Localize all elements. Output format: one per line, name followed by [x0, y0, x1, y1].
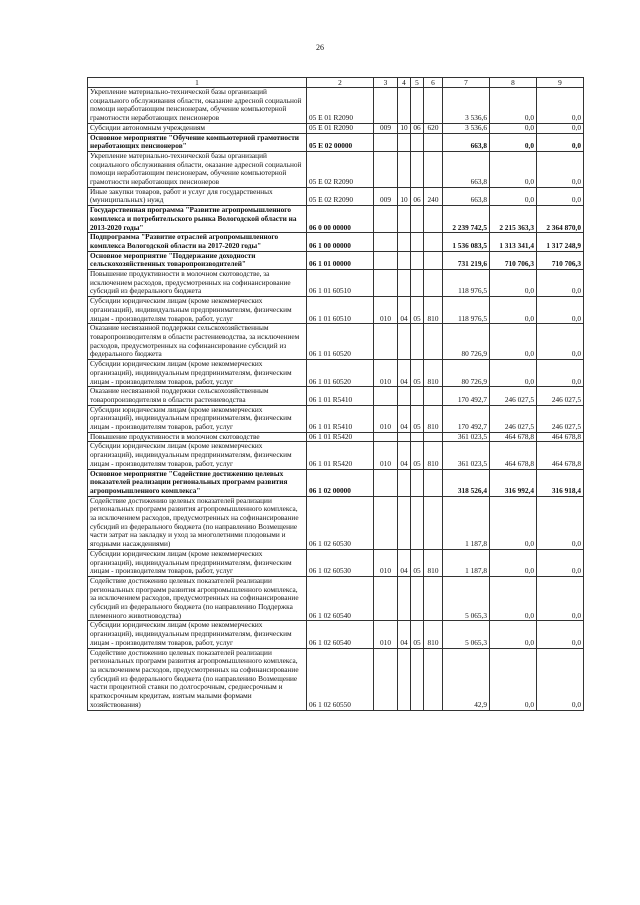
row-section: [398, 324, 411, 360]
row-code: 06 1 01 00000: [307, 251, 374, 269]
row-admin: [374, 324, 398, 360]
table-row: [88, 621, 584, 648]
row-value-3: 0,0: [537, 576, 584, 621]
header-cell: 5: [411, 78, 424, 88]
row-value-3: 0,0: [537, 360, 584, 387]
table-row: [88, 206, 584, 233]
row-section: [398, 88, 411, 124]
row-code: 06 1 02 60540: [307, 621, 374, 648]
page-number: 26: [316, 43, 324, 52]
row-code: 06 1 02 60550: [307, 648, 374, 710]
row-value-3: 0,0: [537, 133, 584, 151]
row-subsection: 05: [411, 442, 424, 469]
row-subsection: [411, 387, 424, 405]
row-value-2: 0,0: [490, 297, 537, 324]
row-section: [398, 432, 411, 442]
row-value-3: 316 918,4: [537, 469, 584, 496]
row-code: 05 E 02 R2090: [307, 187, 374, 205]
row-value-1: 118 976,5: [443, 270, 490, 297]
row-admin: 009: [374, 187, 398, 205]
row-name: Повышение продуктивности в молочном скотоводстве: [88, 432, 307, 442]
table-row: [88, 405, 584, 432]
row-value-1: 1 187,8: [443, 549, 490, 576]
row-value-3: 0,0: [537, 270, 584, 297]
row-code: 06 1 02 00000: [307, 469, 374, 496]
row-subsection: 06: [411, 187, 424, 205]
row-value-1: 663,8: [443, 133, 490, 151]
row-admin: [374, 496, 398, 549]
row-code: 06 1 01 R5420: [307, 432, 374, 442]
row-subsection: [411, 151, 424, 187]
row-value-1: 80 726,9: [443, 360, 490, 387]
row-code: 05 E 02 00000: [307, 133, 374, 151]
row-subsection: [411, 251, 424, 269]
row-type: 620: [424, 123, 443, 133]
row-admin: [374, 133, 398, 151]
row-value-1: 731 219,6: [443, 251, 490, 269]
row-value-2: 464 678,8: [490, 432, 537, 442]
row-value-3: 0,0: [537, 549, 584, 576]
row-name: Субсидии юридическим лицам (кроме некоммерческих организаций), индивидуальным предпринимателям, физическим лицам - производителям товаров, работ, услуг: [88, 297, 307, 324]
row-value-1: 3 536,6: [443, 88, 490, 124]
row-admin: [374, 432, 398, 442]
row-section: [398, 270, 411, 297]
row-value-2: 2 215 363,3: [490, 206, 537, 233]
row-name: Субсидии юридическим лицам (кроме некоммерческих организаций), индивидуальным предпринимателям, физическим лицам - производителям товаров, работ, услуг: [88, 442, 307, 469]
table-row: [88, 469, 584, 496]
row-value-2: 0,0: [490, 88, 537, 124]
row-value-3: 0,0: [537, 123, 584, 133]
row-type: 810: [424, 549, 443, 576]
row-name: Содействие достижению целевых показателей реализации региональных программ развития агропромышленного комплекса, за исключением расходов, предусмотренных на софинансирование субсидий из федерального бюджета (по направлению Поддержка племенного животноводства): [88, 576, 307, 621]
row-value-1: 318 526,4: [443, 469, 490, 496]
row-type: 810: [424, 621, 443, 648]
row-type: [424, 88, 443, 124]
row-name: Укрепление материально-технической базы организаций социального обслуживания области, оказание адресной социальной помощи неработающим пенсионерам, обучение компьютерной грамотности неработающих пенсионеров: [88, 151, 307, 187]
row-section: [398, 251, 411, 269]
row-value-1: 5 065,3: [443, 576, 490, 621]
row-subsection: 05: [411, 360, 424, 387]
row-value-2: 316 992,4: [490, 469, 537, 496]
row-admin: [374, 387, 398, 405]
row-type: [424, 324, 443, 360]
row-value-2: 0,0: [490, 270, 537, 297]
row-code: 06 1 01 R5410: [307, 387, 374, 405]
table-row: [88, 360, 584, 387]
row-value-3: 0,0: [537, 88, 584, 124]
row-subsection: [411, 324, 424, 360]
row-value-2: 0,0: [490, 187, 537, 205]
table-row: [88, 442, 584, 469]
table-row: [88, 387, 584, 405]
row-section: [398, 387, 411, 405]
table-row: [88, 233, 584, 251]
row-section: 10: [398, 187, 411, 205]
row-name: Подпрограмма "Развитие отраслей агропромышленного комплекса Вологодской области на 2017-2020 годы": [88, 233, 307, 251]
row-code: 06 1 02 60530: [307, 549, 374, 576]
row-name: Государственная программа "Развитие агропромышленного комплекса и потребительского рынка Вологодской области на 2013-2020 годы": [88, 206, 307, 233]
row-subsection: [411, 496, 424, 549]
row-section: [398, 496, 411, 549]
row-section: 04: [398, 297, 411, 324]
row-admin: [374, 648, 398, 710]
row-admin: [374, 88, 398, 124]
row-value-3: 246 027,5: [537, 405, 584, 432]
row-subsection: 05: [411, 297, 424, 324]
row-admin: [374, 576, 398, 621]
row-name: Основное мероприятие "Обучение компьютерной грамотности неработающих пенсионеров": [88, 133, 307, 151]
table-row: [88, 251, 584, 269]
row-value-3: 0,0: [537, 297, 584, 324]
row-name: Повышение продуктивности в молочном скотоводстве, за исключением расходов, предусмотренных на софинансирование субсидий из федерального бюджета: [88, 270, 307, 297]
row-code: 06 1 01 60520: [307, 360, 374, 387]
row-value-1: 80 726,9: [443, 324, 490, 360]
row-section: 04: [398, 621, 411, 648]
table-row: [88, 123, 584, 133]
row-code: 05 E 01 R2090: [307, 123, 374, 133]
row-section: [398, 469, 411, 496]
row-value-2: 246 027,5: [490, 387, 537, 405]
header-cell: 8: [490, 78, 537, 88]
row-code: 06 0 00 00000: [307, 206, 374, 233]
row-admin: 009: [374, 123, 398, 133]
row-value-3: 1 317 248,9: [537, 233, 584, 251]
row-value-2: 0,0: [490, 648, 537, 710]
row-value-1: 1 187,8: [443, 496, 490, 549]
row-value-2: 0,0: [490, 360, 537, 387]
budget-table: [87, 77, 584, 711]
row-name: Содействие достижению целевых показателей реализации региональных программ развития агропромышленного комплекса, за исключением расходов, предусмотренных на софинансирование субсидий из федерального бюджета (по направлению Возмещение части затрат на закладку и уход за многолетними плодовыми и ягодными насаждениями): [88, 496, 307, 549]
row-name: Субсидии автономным учреждениям: [88, 123, 307, 133]
row-value-2: 0,0: [490, 324, 537, 360]
table-row: [88, 297, 584, 324]
row-admin: 010: [374, 442, 398, 469]
header-cell: 6: [424, 78, 443, 88]
header-cell: 2: [307, 78, 374, 88]
row-section: [398, 206, 411, 233]
row-type: [424, 648, 443, 710]
row-name: Субсидии юридическим лицам (кроме некоммерческих организаций), индивидуальным предпринимателям, физическим лицам - производителям товаров, работ, услуг: [88, 549, 307, 576]
row-subsection: 06: [411, 123, 424, 133]
row-code: 06 1 01 R5420: [307, 442, 374, 469]
row-value-2: 0,0: [490, 549, 537, 576]
row-code: 05 E 02 R2090: [307, 151, 374, 187]
row-value-1: 663,8: [443, 151, 490, 187]
row-code: 06 1 01 R5410: [307, 405, 374, 432]
row-value-2: 0,0: [490, 133, 537, 151]
row-type: [424, 387, 443, 405]
row-value-1: 118 976,5: [443, 297, 490, 324]
row-section: 04: [398, 405, 411, 432]
row-type: [424, 270, 443, 297]
row-type: [424, 496, 443, 549]
row-value-1: 361 023,5: [443, 442, 490, 469]
row-admin: 010: [374, 297, 398, 324]
row-value-1: 663,8: [443, 187, 490, 205]
row-admin: 010: [374, 405, 398, 432]
header-cell: 9: [537, 78, 584, 88]
header-cell: 7: [443, 78, 490, 88]
row-type: 810: [424, 360, 443, 387]
row-type: [424, 133, 443, 151]
header-cell: 4: [398, 78, 411, 88]
row-type: [424, 576, 443, 621]
row-name: Субсидии юридическим лицам (кроме некоммерческих организаций), индивидуальным предпринимателям, физическим лицам - производителям товаров, работ, услуг: [88, 360, 307, 387]
row-value-3: 0,0: [537, 151, 584, 187]
row-section: [398, 151, 411, 187]
row-name: Основное мероприятие "Содействие достижению целевых показателей реализации региональных программ развития агропромышленного комплекса": [88, 469, 307, 496]
table-row: [88, 187, 584, 205]
row-type: [424, 206, 443, 233]
table-row: [88, 648, 584, 710]
table-row: [88, 576, 584, 621]
row-section: [398, 133, 411, 151]
row-value-2: 0,0: [490, 621, 537, 648]
row-code: 06 1 00 00000: [307, 233, 374, 251]
row-value-3: 0,0: [537, 324, 584, 360]
row-value-2: 0,0: [490, 496, 537, 549]
row-value-3: 464 678,8: [537, 442, 584, 469]
row-name: Укрепление материально-технической базы организаций социального обслуживания области, оказание адресной социальной помощи неработающим пенсионерам, обучение компьютерной грамотности неработающих пенсионеров: [88, 88, 307, 124]
row-admin: [374, 151, 398, 187]
row-value-2: 710 706,3: [490, 251, 537, 269]
row-subsection: [411, 432, 424, 442]
row-code: 05 E 01 R2090: [307, 88, 374, 124]
row-admin: 010: [374, 549, 398, 576]
row-admin: [374, 206, 398, 233]
row-value-3: 246 027,5: [537, 387, 584, 405]
row-section: 04: [398, 360, 411, 387]
row-value-1: 170 492,7: [443, 405, 490, 432]
row-subsection: [411, 648, 424, 710]
row-value-1: 361 023,5: [443, 432, 490, 442]
row-value-3: 464 678,8: [537, 432, 584, 442]
row-value-1: 5 065,3: [443, 621, 490, 648]
row-code: 06 1 01 60520: [307, 324, 374, 360]
row-section: [398, 576, 411, 621]
header-row: [88, 78, 584, 88]
row-subsection: [411, 206, 424, 233]
row-name: Основное мероприятие "Поддержание доходности сельскохозяйственных товаропроизводителей": [88, 251, 307, 269]
row-name: Субсидии юридическим лицам (кроме некоммерческих организаций), индивидуальным предпринимателям, физическим лицам - производителям товаров, работ, услуг: [88, 621, 307, 648]
row-code: 06 1 01 60510: [307, 297, 374, 324]
table-row: [88, 496, 584, 549]
row-subsection: 05: [411, 549, 424, 576]
row-name: Оказание несвязанной поддержки сельскохозяйственным товаропроизводителям в области растениеводства: [88, 387, 307, 405]
row-value-3: 2 364 870,0: [537, 206, 584, 233]
row-type: [424, 432, 443, 442]
row-subsection: 05: [411, 405, 424, 432]
row-value-1: 42,9: [443, 648, 490, 710]
row-name: Иные закупки товаров, работ и услуг для государственных (муниципальных) нужд: [88, 187, 307, 205]
row-type: [424, 251, 443, 269]
row-type: 810: [424, 442, 443, 469]
row-admin: [374, 251, 398, 269]
row-admin: [374, 233, 398, 251]
row-value-2: 1 313 341,4: [490, 233, 537, 251]
row-section: [398, 233, 411, 251]
row-type: [424, 469, 443, 496]
table-row: [88, 133, 584, 151]
row-name: Содействие достижению целевых показателей реализации региональных программ развития агропромышленного комплекса, за исключением расходов, предусмотренных на софинансирование субсидий из федерального бюджета (по направлению Возмещение части процентной ставки по долгосрочным, среднесрочным и краткосрочным кредитам, взятым малыми формами хозяйствования): [88, 648, 307, 710]
row-value-3: 0,0: [537, 187, 584, 205]
row-value-2: 0,0: [490, 576, 537, 621]
row-admin: 010: [374, 360, 398, 387]
row-value-1: 170 492,7: [443, 387, 490, 405]
table-row: [88, 432, 584, 442]
row-name: Оказание несвязанной поддержки сельскохозяйственным товаропроизводителям в области растениеводства, за исключением расходов, предусмотренных на софинансирование субсидий из федерального бюджета: [88, 324, 307, 360]
row-type: [424, 151, 443, 187]
row-value-2: 0,0: [490, 151, 537, 187]
table-row: [88, 88, 584, 124]
header-cell: 3: [374, 78, 398, 88]
row-value-2: 0,0: [490, 123, 537, 133]
table-row: [88, 549, 584, 576]
row-value-3: 710 706,3: [537, 251, 584, 269]
row-name: Субсидии юридическим лицам (кроме некоммерческих организаций), индивидуальным предпринимателям, физическим лицам - производителям товаров, работ, услуг: [88, 405, 307, 432]
row-subsection: [411, 233, 424, 251]
row-subsection: [411, 270, 424, 297]
row-value-1: 1 536 083,5: [443, 233, 490, 251]
row-type: 810: [424, 405, 443, 432]
row-value-3: 0,0: [537, 648, 584, 710]
table-row: [88, 270, 584, 297]
row-value-3: 0,0: [537, 496, 584, 549]
row-code: 06 1 02 60540: [307, 576, 374, 621]
row-value-2: 464 678,8: [490, 442, 537, 469]
row-type: 810: [424, 297, 443, 324]
row-code: 06 1 01 60510: [307, 270, 374, 297]
row-subsection: 05: [411, 621, 424, 648]
row-code: 06 1 02 60530: [307, 496, 374, 549]
row-admin: [374, 469, 398, 496]
header-cell: 1: [88, 78, 307, 88]
row-admin: 010: [374, 621, 398, 648]
table-row: [88, 324, 584, 360]
table-row: [88, 151, 584, 187]
row-admin: [374, 270, 398, 297]
row-section: 04: [398, 442, 411, 469]
row-value-1: 2 239 742,5: [443, 206, 490, 233]
row-subsection: [411, 576, 424, 621]
row-section: 10: [398, 123, 411, 133]
row-value-3: 0,0: [537, 621, 584, 648]
row-subsection: [411, 133, 424, 151]
row-section: [398, 648, 411, 710]
row-type: [424, 233, 443, 251]
row-section: 04: [398, 549, 411, 576]
row-subsection: [411, 88, 424, 124]
row-type: 240: [424, 187, 443, 205]
row-value-1: 3 536,6: [443, 123, 490, 133]
row-subsection: [411, 469, 424, 496]
row-value-2: 246 027,5: [490, 405, 537, 432]
